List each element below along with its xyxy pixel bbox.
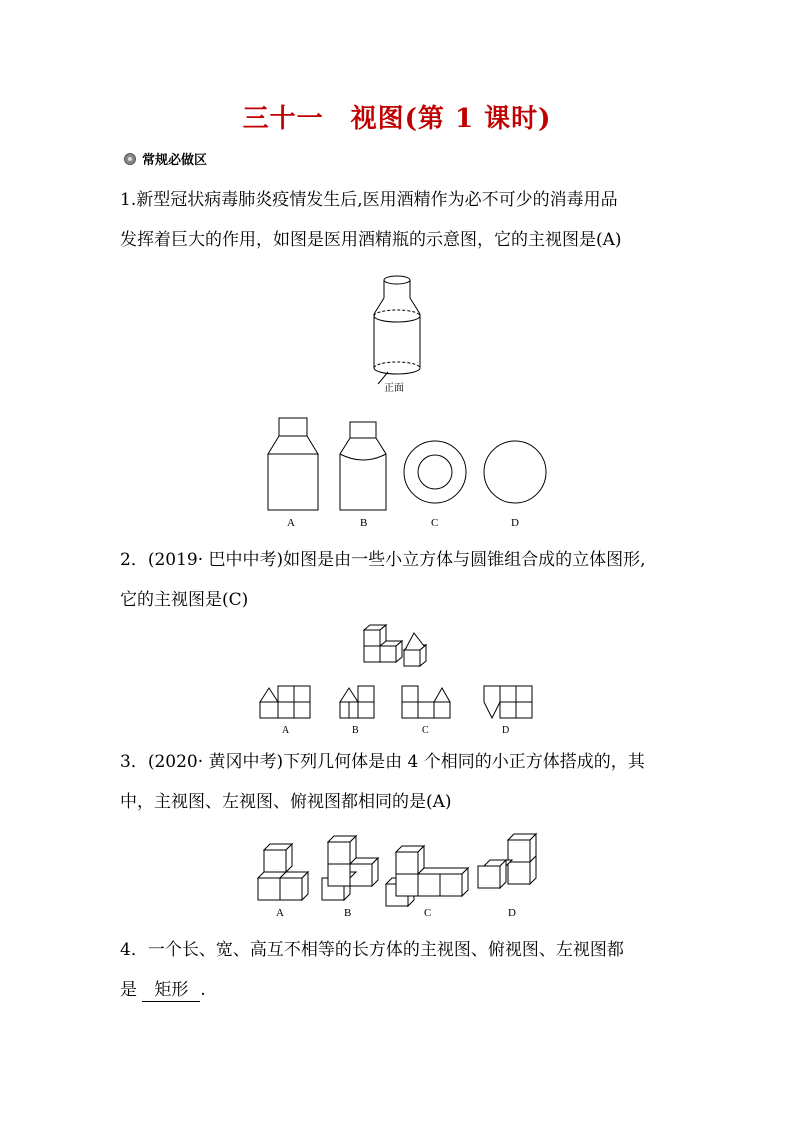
q4-prefix: 是 [120,980,137,1000]
q2-option-label-c: C [422,725,429,736]
q1-option-label-a: A [287,517,295,529]
section-header [122,149,207,168]
option-c-inner [418,455,452,489]
option-a-shoulder [268,436,318,454]
q1-option-label-d: D [511,517,519,529]
q1-options-figure [260,414,560,532]
q1-line1: 1.新型冠状病毒肺炎疫情发生后,医用酒精作为必不可少的消毒用品 [120,190,618,210]
section-label: 常规必做区 [142,153,208,168]
option-b-curve [340,454,386,460]
q1-option-label-b: B [360,517,368,529]
q4-line1: 4．一个长、宽、高互不相等的长方体的主视图、俯视图、左视图都 [120,940,624,960]
bottle-figure [360,272,460,398]
option-a-body [268,454,318,510]
q1-option-label-c: C [431,517,439,529]
q2-option-label-b: B [352,725,359,736]
option-b-body [340,438,386,510]
question-4 [120,930,680,1010]
q4-line2 [120,970,680,1010]
q2-option-label-d: D [502,725,510,736]
question-2 [120,540,680,620]
q1-line2: 发挥着巨大的作用，如图是医用酒精瓶的示意图，它的主视图是(A) [120,230,622,250]
q2-solid-figure [358,622,438,670]
q2-line2: 它的主视图是(C) [120,590,249,610]
q3-option-label-a: A [276,907,284,919]
page-title: 三十一 视图(第 1 课时) [242,104,552,134]
option-b-neck [350,422,376,438]
q3-options-figure [252,832,552,922]
q3-line1: 3．(2020· 黄冈中考)下列几何体是由 4 个相同的小正方体搭成的，其 [120,752,645,772]
q4-suffix: . [200,980,206,1000]
option-d-circle [484,441,546,503]
gear-icon [122,152,138,166]
option-a-neck [279,418,307,436]
q2-options-figure [256,684,546,736]
q3-line2: 中，主视图、左视图、俯视图都相同的是(A) [120,792,452,812]
question-1 [120,180,680,260]
q3-option-label-b: B [344,907,352,919]
q4-answer-blank: 矩形 [142,979,200,1002]
q3-option-label-c: C [424,907,432,919]
option-c-outer [404,441,466,503]
q3-option-label-d: D [508,907,516,919]
question-3 [120,742,680,822]
front-label: 正面 [384,383,404,394]
q2-option-label-a: A [282,725,290,736]
q2-line1: 2．(2019· 巴中中考)如图是由一些小立方体与圆锥组合成的立体图形, [120,550,646,570]
